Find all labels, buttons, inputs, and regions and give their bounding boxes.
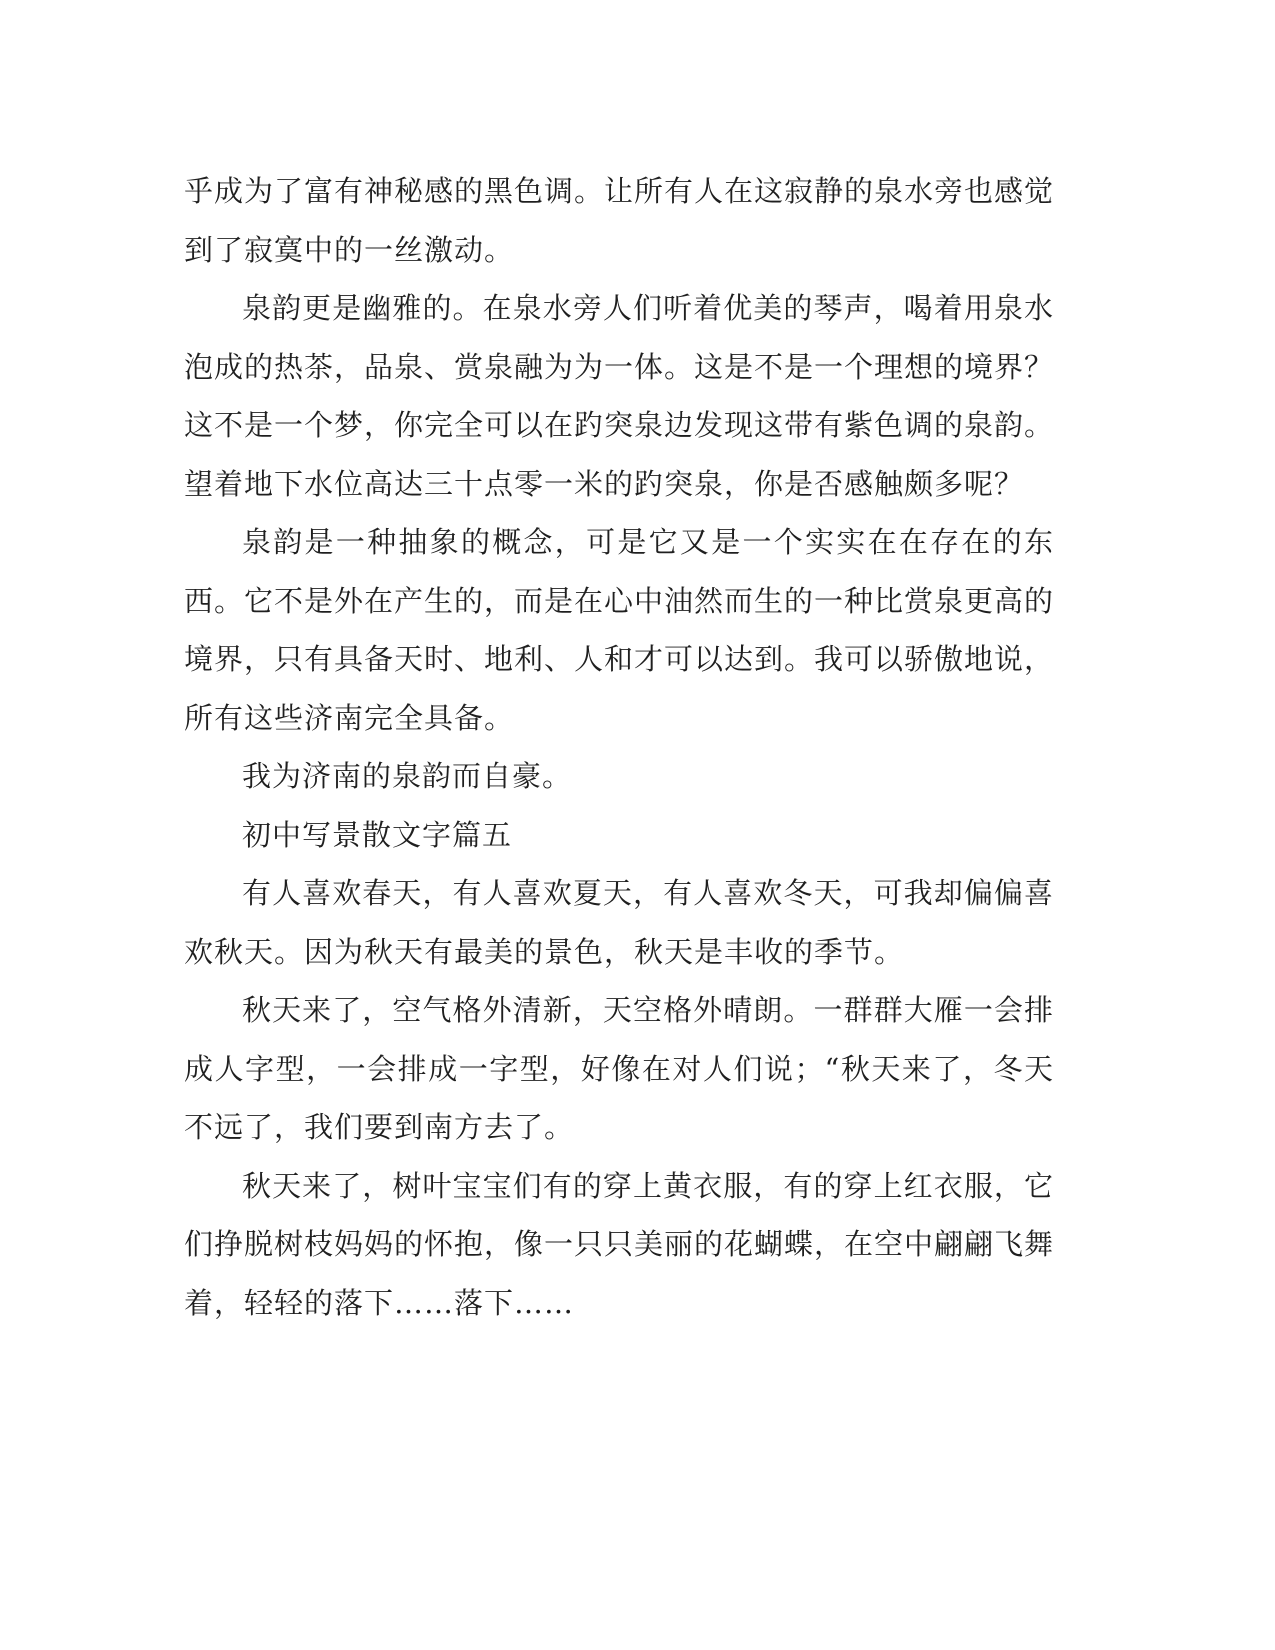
section-heading: 初中写景散文字篇五 [242, 817, 513, 852]
paragraph-autumn-intro: 有人喜欢春天，有人喜欢夏天，有人喜欢冬天，可我却偏偏喜欢秋天。因为秋天有最美的景色，秋天是丰收的季节。 [184, 876, 1054, 969]
paragraph-autumn-leaves: 秋天来了，树叶宝宝们有的穿上黄衣服，有的穿上红衣服，它们挣脱树枝妈妈的怀抱，像一只只美丽的花蝴蝶，在空中翩翩飞舞着，轻轻的落下……落下…… [184, 1168, 1055, 1320]
paragraph-pride: 我为济南的泉韵而自豪。 [242, 759, 573, 793]
paragraph-autumn-geese: 秋天来了，空气格外清新，天空格外晴朗。一群群大雁一会排成人字型，一会排成一字型，好像在对人们说；“秋天来了，冬天不远了，我们要到南方去了。 [184, 993, 1054, 1144]
paragraph-spring-charm-elegant: 泉韵更是幽雅的。在泉水旁人们听着优美的琴声，喝着用泉水泡成的热茶，品泉、赏泉融为为一体。这是不是一个理想的境界？这不是一个梦，你完全可以在趵突泉边发现这带有紫色调的泉韵。望着地下水位高达三十点零一米的趵突泉，你是否感触颇多呢？ [184, 291, 1055, 501]
paragraph-continued: 乎成为了富有神秘感的黑色调。让所有人在这寂静的泉水旁也感觉到了寂寞中的一丝激动。 [184, 174, 1055, 267]
body-text [184, 162, 1054, 1332]
paragraph-spring-charm-concept: 泉韵是一种抽象的概念，可是它又是一个实实在在存在的东西。它不是外在产生的，而是在心中油然而生的一种比赏泉更高的境界，只有具备天时、地利、人和才可以达到。我可以骄傲地说，所有这些济南完全具备。 [184, 525, 1055, 735]
